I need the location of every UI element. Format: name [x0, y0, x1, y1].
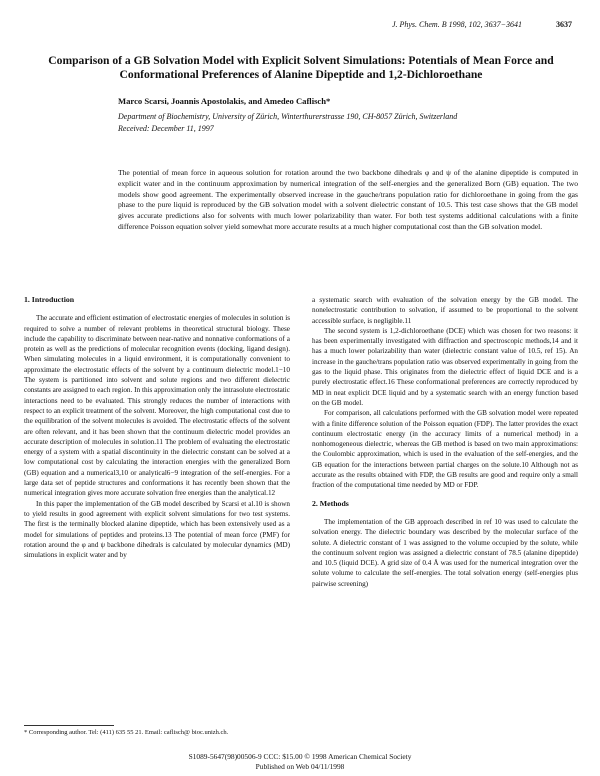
copyright-line: S1089-5647(98)00506-9 CCC: $15.00 © 1998 American Chemical Society	[188, 752, 412, 761]
left-column	[24, 295, 290, 560]
corresponding-author-footnote: * Corresponding author. Tel: (411) 635 55 21. Email: caflisch@ bioc.unizh.ch.	[24, 729, 229, 736]
abstract: The potential of mean force in aqueous solution for rotation around the two backbone dihedrals φ and ψ of the alanine dipeptide is computed in explicit water and in the continuum approximation by numerical integration of the self-energies and the generalized Born (GB) equation. The two models show good agreement. The experimentally observed increase in the gauche/trans population ratio for dichloroethane in going from the gas phase to the pure liquid is reproduced by the GB solvation model with a solvent dielectric constant of 10.5. This test case shows that the GB model gives accurate predictions also for solvents with much lower polarizability than water. For both test systems additional calculations with a finite difference Poisson equation solver yield somewhat more accurate results at a much higher computational cost than the GB solvation model.	[118, 168, 578, 231]
section-heading-introduction: 1. Introduction	[24, 295, 75, 304]
running-head	[0, 20, 600, 32]
received-date: Received: December 11, 1997	[118, 124, 214, 133]
author-list: Marco Scarsi, Joannis Apostolakis, and Amedeo Caflisch*	[118, 96, 331, 106]
section-gap	[312, 491, 578, 499]
intro-paragraph-1: The accurate and efficient estimation of electrostatic energies of molecules in solution is required to solve a number of relevant problems in theoretical structural biology. These include the capability to discriminate between near-native and nonnative conformations of a protein as well as the predictions of molecular recognition events (docking, ligand design). When simulating molecules in a liquid environment, it is computationally convenient to approximate the electrostatic effects of the solvent by a continuum dielectric model.1−10 The system is partitioned into solvent and solute regions and two different dielectric constants are assigned to each region. In this approximation only the intrasolute electrostatic interactions need to be evaluated. This strongly reduces the number of interactions with respect to an explicit treatment of the solvent. Moreover, the high computational cost due to the equilibration of the solvent molecules is avoided. The electrostatic effects of the solvent are often relevant, and it has been shown that the continuum dielectric model provides an accurate description of molecules in solution.11 The problem of evaluating the electrostatic energy of a system with a spatial discontinuity in the dielectric constant can be solved at a low computational cost by calculating the interaction energies with the generalized Born (GB) equation and a numerical3,10 or analytical6−9 integration of the self-energies. For a large data set of peptide structures and conformations it has recently been shown that the numerical integration gives more accurate solvation free energies than the analytical.12	[24, 314, 291, 498]
intro-paragraph-2: In this paper the implementation of the GB model described by Scarsi et al.10 is shown to yield results in good agreement with explicit solvent simulations for two test systems. The first is the terminally blocked alanine dipeptide, which has been extensively used as a model for simulations of peptides and proteins.13 The potential of mean force (PMF) for rotation around the φ and ψ backbone dihedrals is calculated by molecular dynamics (MD) simulations in explicit water and by	[24, 499, 290, 560]
footnote-divider	[24, 725, 114, 726]
section-heading-methods: 2. Methods	[312, 498, 349, 508]
journal-reference: J. Phys. Chem. B 1998, 102, 3637−3641	[391, 20, 522, 29]
intro-paragraph-5: For comparison, all calculations performed with the GB solvation model were repeated with a finite difference solution of the Poisson equation (FDP). The latter provides the exact continuum electrostatic energy (in the accuracy limits of a numerical method) in a nonhomogeneous dielectric, whereas the GB method is based on two main approximations: the Coulombic approximation, which is used in the evaluation of the self-energies, and the GB equation for the interactions between partial charges on the solute.10 Although not as accurate as the results obtained with FDP, the GB results are good and require only a small fraction of the computational time needed by MD or FDP.	[312, 409, 578, 490]
right-column	[312, 295, 578, 589]
methods-paragraph-1: The implementation of the GB approach described in ref 10 was used to calculate the solvation energy. The dielectric boundary was described by the molecular surface of the solute. A dielectric constant of 1 was assigned to the volume occupied by the solute, while the continuum solvent region was assigned a dielectric constant of 78.5 (alanine dipeptide) and 10.5 (liquid DCE). A grid size of 0.4 Å was used for the numerical integration over the solute volume to calculate the self-energies. The total solvation energy (self-energies plus pairwise screening)	[312, 517, 578, 588]
intro-paragraph-4: The second system is 1,2-dichloroethane (DCE) which was chosen for two reasons: it has been experimentally investigated with diffraction and spectroscopic methods,14 and it has a much lower polarizability than water (dielectric constant value of 10.5, ref 15). An increase in the gauche/trans population ratio was observed experimentally in going from the gas to the liquid phase. This originates from the dielectric effect of liquid DCE and is a purely electrostatic effect.16 These conformational preferences are correctly reproduced by MD in neat explicit DCE liquid and by a systematic search with an energy function based on the GB model.	[312, 326, 578, 407]
publication-date-line: Published on Web 04/11/1998	[255, 762, 345, 771]
article-title: Comparison of a GB Solvation Model with Explicit Solvent Simulations: Potentials of Mean Force and Conformational Preferences of Alanine Dipeptide and 1,2-Dichloroethane	[48, 54, 554, 81]
affiliation: Department of Biochemistry, University of Zürich, Winterthurerstrasse 190, CH-8057 Zürich, Switzerland	[118, 112, 458, 121]
intro-paragraph-3: a systematic search with evaluation of the solvation energy by the GB model. The nonelectrostatic contribution to solvation, if assumed to be proportional to the solvent accessible surface, is negligible.11	[312, 296, 578, 325]
page-number: 3637	[556, 20, 572, 29]
